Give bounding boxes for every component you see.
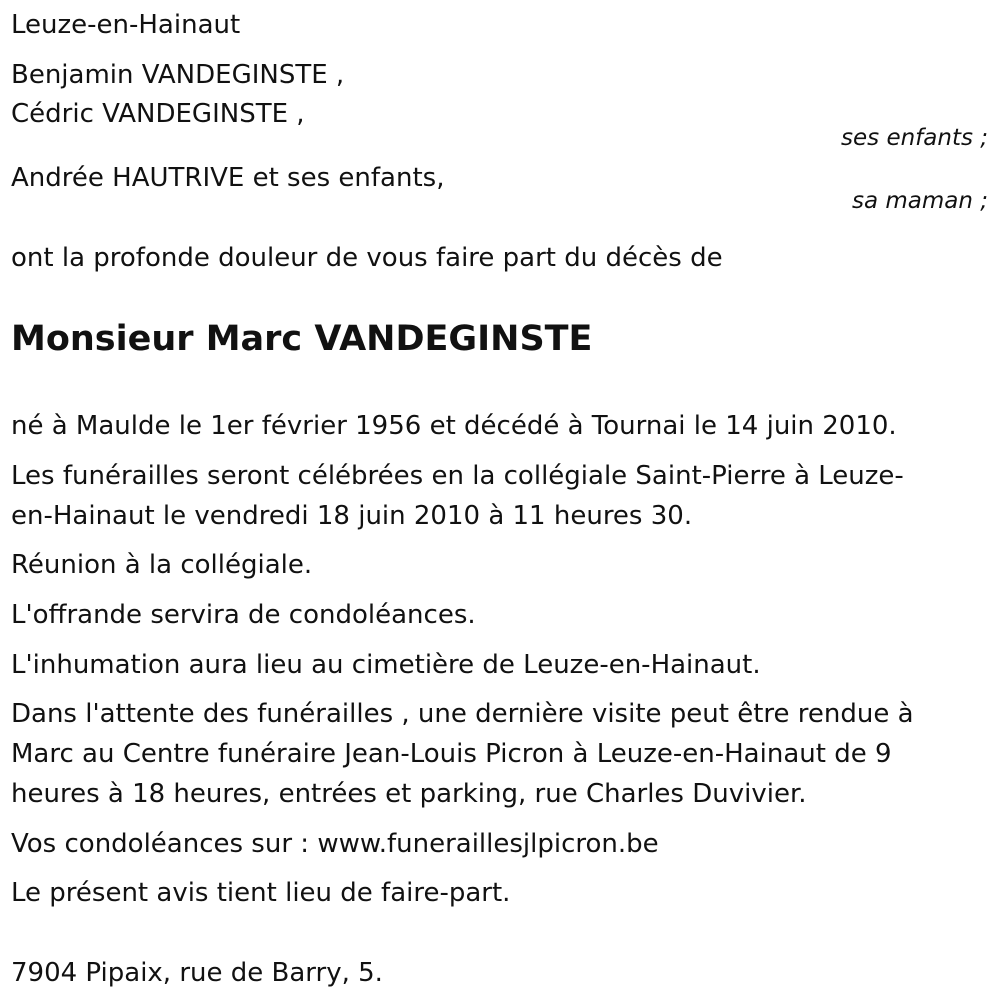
- burial-line: L'inhumation aura lieu au cimetière de Leuze-en-Hainaut.: [11, 650, 761, 680]
- announcement-text: ont la profonde douleur de vous faire part du décès de: [11, 243, 723, 273]
- mother-role: sa maman ;: [851, 188, 988, 214]
- deceased-name: Monsieur Marc VANDEGINSTE: [11, 319, 593, 359]
- family-child-1: Benjamin VANDEGINSTE ,: [11, 60, 345, 90]
- visit-line-1: Dans l'attente des funérailles , une dernière visite peut être rendue à: [11, 699, 914, 729]
- condolences-line: Vos condoléances sur : www.funeraillesjlpicron.be: [11, 829, 659, 859]
- visit-line-2: Marc au Centre funéraire Jean-Louis Picron à Leuze-en-Hainaut de 9: [11, 739, 892, 769]
- meeting-line: Réunion à la collégiale.: [11, 550, 313, 580]
- header-location: Leuze-en-Hainaut: [11, 10, 241, 40]
- visit-paragraph: [11, 694, 971, 814]
- family-child-2: Cédric VANDEGINSTE ,: [11, 99, 305, 129]
- funeral-paragraph: [11, 456, 971, 536]
- funeral-line-1: Les funérailles seront célébrées en la collégiale Saint-Pierre à Leuze-: [11, 461, 904, 491]
- funeral-line-2: en-Hainaut le vendredi 18 juin 2010 à 11 heures 30.: [11, 501, 693, 531]
- visit-line-3: heures à 18 heures, entrées et parking, rue Charles Duvivier.: [11, 779, 807, 809]
- family-mother: Andrée HAUTRIVE et ses enfants,: [11, 163, 445, 193]
- address-line: 7904 Pipaix, rue de Barry, 5.: [11, 958, 383, 988]
- notice-line: Le présent avis tient lieu de faire-part.: [11, 878, 511, 908]
- offering-line: L'offrande servira de condoléances.: [11, 600, 476, 630]
- birth-death-line: né à Maulde le 1er février 1956 et décédé à Tournai le 14 juin 2010.: [11, 411, 897, 441]
- children-role: ses enfants ;: [841, 125, 988, 151]
